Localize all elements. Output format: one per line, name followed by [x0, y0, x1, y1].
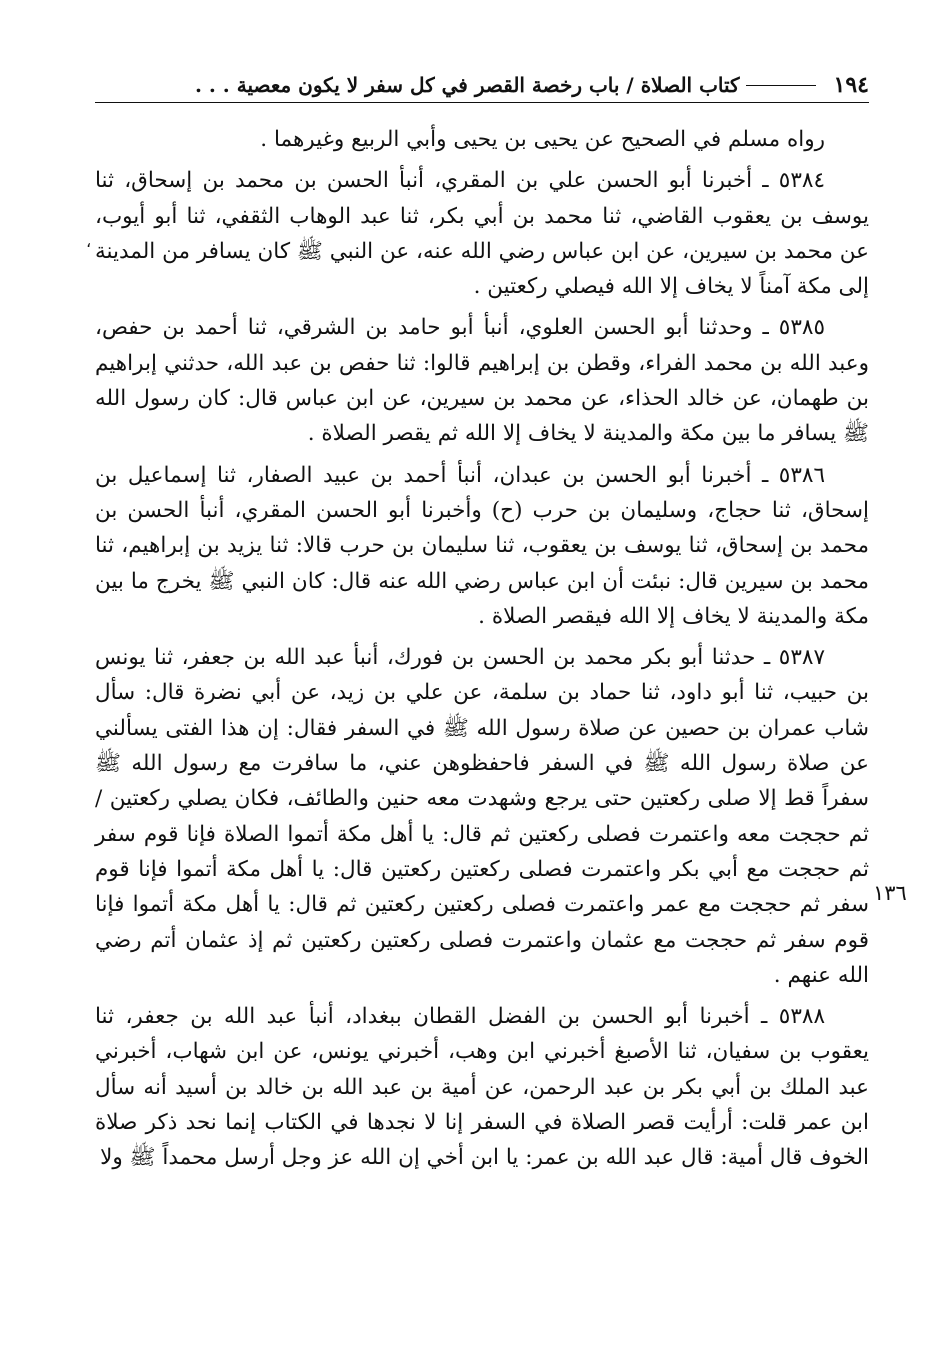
paragraph-hadith-5386: ٥٣٨٦ ـ أخبرنا أبو الحسن بن عبدان، أنبأ أحمد بن عبيد الصفار، ثنا إسماعيل بن إسحاق، ثنا حجاج، وسليمان بن حرب (ح) وأخبرنا أبو الحسن المقري، أنبأ الحسن بن محمد بن إسحاق، ثنا يوسف بن يعقوب، ثنا سليمان بن حرب قالا: ثنا يزيد بن إبراهيم، ثنا محمد بن سيرين قال: نبئت أن ابن عباس رضي الله عنه قال: كان النبي ﷺ يخرج ما بين مكة والمدينة لا يخاف إلا الله فيقصر الصلاة . [95, 462, 869, 629]
paragraph-hadith-5387: ٥٣٨٧ ـ حدثنا أبو بكر محمد بن الحسن بن فورك، أنبأ عبد الله بن جعفر، ثنا يونس بن حبيب، ثنا أبو داود، ثنا حماد بن سلمة، عن علي بن زيد، عن أبي نضرة قال: سأل شاب عمران بن حصين عن صلاة رسول الله ﷺ في السفر فقال: إن هذا الفتى يسألني عن صلاة رسول الله ﷺ في السفر فاحفظوهن عني، ما سافرت مع رسول الله ﷺ سفراً قط إلا صلى ركعتين حتى يرجع وشهدت معه حنين والطائف، فكان يصلي ركعتين / ثم حججت معه واعتمرت فصلى ركعتين ثم قال: يا أهل مكة أتموا الصلاة فإنا قوم سفر ثم حججت مع أبي بكر واعتمرت فصلى ركعتين ركعتين قال: يا أهل مكة أتموا فإنا قوم سفر ثم حججت مع عمر واعتمرت فصلى ركعتين ركعتين ثم قال: يا أهل مكة أتموا فإنا قوم سفر ثم حججت مع عثمان واعتمرت فصلى ركعتين ركعتين ثم إذ عثمان أتم رضي الله عنهم . [95, 645, 869, 988]
margin-mark: ، [86, 232, 92, 251]
paragraph-closing-note: رواه مسلم في الصحيح عن يحيى بن يحيى وأبي الربيع وغيرهما . [260, 127, 825, 152]
page-number: ١٩٤ [833, 72, 869, 98]
header-rule [746, 85, 816, 86]
paragraph-hadith-5384: ٥٣٨٤ ـ أخبرنا أبو الحسن علي بن المقري، أنبأ الحسن بن محمد بن إسحاق، ثنا يوسف بن يعقوب القاضي، ثنا محمد بن أبي بكر، ثنا عبد الوهاب الثقفي، ثنا أبو أيوب، عن محمد بن سيرين، عن ابن عباس رضي الله عنه، عن النبي ﷺ كان يسافر من المدينة إلى مكة آمناً لا يخاف إلا الله فيصلي ركعتين . [95, 168, 869, 300]
running-header [95, 68, 869, 103]
header-title: كتاب الصلاة / باب رخصة القصر في كل سفر لا يكون معصية . . . [194, 73, 740, 97]
paragraph-hadith-5385: ٥٣٨٥ ـ وحدثنا أبو الحسن العلوي، أنبأ أبو حامد بن الشرقي، ثنا أحمد بن حفص، وعبد الله بن محمد الفراء، وقطن بن إبراهيم قالوا: ثنا حفص بن عبد الله، حدثني إبراهيم بن طهمان، عن خالد الحذاء، عن محمد بن سيرين، عن ابن عباس قال: كان رسول الله ﷺ يسافر ما بين مكة والمدينة لا يخاف إلا الله ثم يقصر الصلاة . [95, 315, 869, 447]
main-text [95, 122, 869, 1182]
paragraph-hadith-5388: ٥٣٨٨ ـ أخبرنا أبو الحسن بن الفضل القطان ببغداد، أنبأ عبد الله بن جعفر، ثنا يعقوب بن سفيان، ثنا الأصبغ أخبرني ابن وهب، أخبرني يونس، عن ابن شهاب، أخبرني عبد الملك بن أبي بكر بن عبد الرحمن، عن أمية بن عبد الله بن خالد بن أسيد أنه سأل ابن عمر قلت: أرأيت قصر الصلاة في السفر إنا لا نجدها في الكتاب إنما نحد ذكر صلاة الخوف قال أمية: قال عبد الله بن عمر: يا ابن أخي إن الله عز وجل أرسل محمداً ﷺ ولا [95, 1004, 870, 1171]
margin-page-reference: ١٣٦ [873, 881, 907, 905]
